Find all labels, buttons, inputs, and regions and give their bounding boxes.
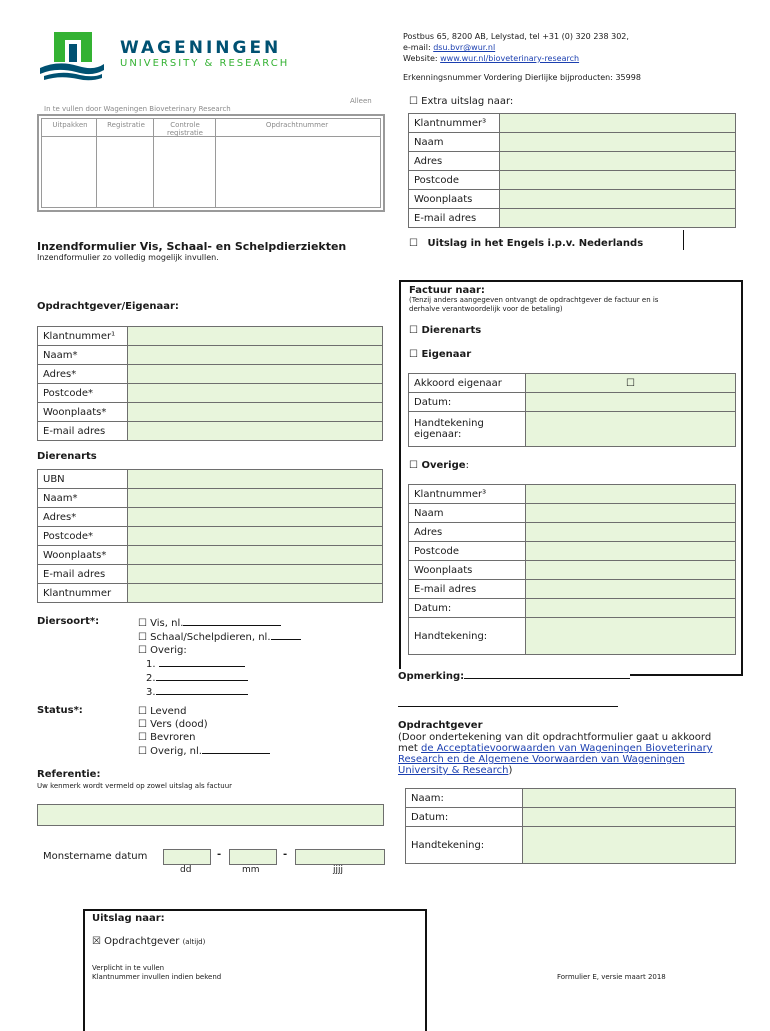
overige-postcode-field[interactable] <box>526 542 736 561</box>
dierenarts-row-label: E-mail adres <box>38 565 128 584</box>
akkoord-handtekening-field[interactable] <box>523 827 736 864</box>
overige-row-label: Woonplaats <box>409 561 526 580</box>
overige-row-label: Klantnummer³ <box>409 485 526 504</box>
wur-logo-mark <box>38 30 106 82</box>
overige-row-label: E-mail adres <box>409 580 526 599</box>
website-line: Website: www.wur.nl/bioveterinary-research <box>403 54 580 63</box>
dierenarts-heading: Dierenarts <box>37 451 97 462</box>
factuur-dierenarts-option[interactable]: ☐ Dierenarts <box>409 325 482 336</box>
extra-row-label: Adres <box>409 152 500 171</box>
col-controle-registratie: Controle registratie <box>167 121 203 137</box>
akkoord-heading: Opdrachtgever <box>398 720 483 731</box>
opdrachtgever-email-field[interactable] <box>128 422 383 441</box>
overige-row-label: Naam <box>409 504 526 523</box>
diersoort-vis-option[interactable]: ☐ Vis, nl. <box>138 616 301 630</box>
overige-klantnummer-field[interactable] <box>526 485 736 504</box>
extra-row-label: Klantnummer³ <box>409 114 500 133</box>
opdrachtgever-row-label: Klantnummer¹ <box>38 327 128 346</box>
eigenaar-table <box>408 373 736 447</box>
monstername-jjjj-field[interactable] <box>295 849 385 865</box>
extra-uitslag-checkbox[interactable]: ☐ Extra uitslag naar: <box>409 96 514 107</box>
monstername-mm-field[interactable] <box>229 849 277 865</box>
uitslag-opdrachtgever-option[interactable]: ☒ Opdrachtgever (altijd) <box>92 936 206 947</box>
dierenarts-woonplaats-field[interactable] <box>128 546 383 565</box>
eigenaar-row-label: Datum: <box>409 393 526 412</box>
akkoord-text: (Door ondertekening van dit opdrachtformulier gaat u akkoord met de Acceptatievoorwaarden van Wageningen Bioveterinary Research en de Algemene Voorwaarden van Wageningen University & Research) <box>398 732 713 776</box>
diersoort-overig-line-2[interactable]: 2. <box>138 671 301 685</box>
internal-title: In te vullen door Wageningen Bioveterinary Research <box>44 105 231 113</box>
akkoord-naam-field[interactable] <box>523 789 736 808</box>
akkoord-row-label: Datum: <box>406 808 523 827</box>
monstername-dd-field[interactable] <box>163 849 211 865</box>
referentie-note: Uw kenmerk wordt vermeld op zowel uitslag als factuur <box>37 782 233 790</box>
contact-block <box>403 31 641 83</box>
engels-option[interactable] <box>409 238 643 249</box>
dierenarts-row-label: UBN <box>38 470 128 489</box>
dierenarts-row-label: Naam* <box>38 489 128 508</box>
altijd-note: (altijd) <box>182 938 206 946</box>
diersoort-label: Diersoort*: <box>37 616 100 627</box>
eigenaar-row-label: Akkoord eigenaar <box>409 374 526 393</box>
divider <box>683 230 684 250</box>
overige-row-label: Handtekening: <box>409 618 526 655</box>
diersoort-schaal-option[interactable]: ☐ Schaal/Schelpdieren, nl. <box>138 630 301 644</box>
dierenarts-naam-field[interactable] <box>128 489 383 508</box>
mm-hint: mm <box>242 865 260 875</box>
overige-naam-field[interactable] <box>526 504 736 523</box>
engels-label: Uitslag in het Engels i.p.v. Nederlands <box>427 238 644 249</box>
form-subtitle: Inzendformulier zo volledig mogelijk invullen. <box>37 253 219 262</box>
website-link[interactable]: www.wur.nl/bioveterinary-research <box>440 54 580 63</box>
factuur-eigenaar-option[interactable]: ☐ Eigenaar <box>409 349 472 360</box>
status-levend-option[interactable]: ☐ Levend <box>138 706 187 717</box>
diersoort-overig-line-3[interactable]: 3. <box>138 685 301 699</box>
status-vers-option[interactable]: ☐ Vers (dood) <box>138 719 208 730</box>
factuur-title: Factuur naar: <box>409 285 485 296</box>
overige-datum-field[interactable] <box>526 599 736 618</box>
postal-address: Postbus 65, 8200 AB, Lelystad, tel +31 (0) 320 238 302, <box>403 32 629 41</box>
opdrachtgever-klantnummer-field[interactable] <box>128 327 383 346</box>
extra-row-label: Woonplaats <box>409 190 500 209</box>
opmerking-line[interactable] <box>398 669 630 682</box>
dierenarts-ubn-field[interactable] <box>128 470 383 489</box>
akkoord-datum-field[interactable] <box>523 808 736 827</box>
diersoort-overig-line-1[interactable]: 1. <box>138 657 301 671</box>
opdrachtgever-postcode-field[interactable] <box>128 384 383 403</box>
verplicht-note: Verplicht in te vullen Klantnummer invullen indien bekend <box>92 964 222 981</box>
eigenaar-datum-field[interactable] <box>526 393 736 412</box>
dierenarts-row-label: Klantnummer <box>38 584 128 603</box>
referentie-label: Referentie: <box>37 769 101 780</box>
extra-naam-field[interactable] <box>500 133 736 152</box>
opdrachtgever-woonplaats-field[interactable] <box>128 403 383 422</box>
form-title: Inzendformulier Vis, Schaal- en Schelpdierziekten <box>37 240 347 253</box>
diersoort-options <box>138 616 301 699</box>
extra-postcode-field[interactable] <box>500 171 736 190</box>
col-opdrachtnummer: Opdrachtnummer <box>265 121 329 129</box>
wur-logo <box>38 30 318 82</box>
status-options <box>138 705 270 758</box>
opdrachtgever-row-label: Woonplaats* <box>38 403 128 422</box>
date-separator: - <box>217 849 222 860</box>
form-version: Formulier E, versie maart 2018 <box>557 973 666 981</box>
alleen-label: Alleen <box>350 97 372 105</box>
overige-woonplaats-field[interactable] <box>526 561 736 580</box>
referentie-field[interactable] <box>37 804 384 826</box>
overige-adres-field[interactable] <box>526 523 736 542</box>
overige-row-label: Postcode <box>409 542 526 561</box>
extra-row-label: Postcode <box>409 171 500 190</box>
monstername-label: Monstername datum <box>43 851 148 862</box>
internal-use-table <box>37 114 385 212</box>
status-bevroren-option[interactable]: ☐ Bevroren <box>138 732 196 743</box>
status-label: Status*: <box>37 705 83 716</box>
dierenarts-email-field[interactable] <box>128 565 383 584</box>
eigenaar-handtekening-field[interactable] <box>526 412 736 447</box>
opdrachtgever-heading: Opdrachtgever/Eigenaar: <box>37 301 179 312</box>
engels-checkbox[interactable]: ☐ <box>409 238 418 249</box>
jjjj-hint: jjjj <box>333 865 344 875</box>
dierenarts-klantnummer-field[interactable] <box>128 584 383 603</box>
status-overig-option[interactable]: ☐ Overig, nl. <box>138 744 270 758</box>
overige-row-label: Adres <box>409 523 526 542</box>
factuur-note: (Tenzij anders aangegeven ontvangt de opdrachtgever de factuur en is derhalve verantwoordelijk voor de betaling) <box>409 296 659 313</box>
extra-uitslag-table <box>408 113 736 228</box>
akkoord-row-label: Naam: <box>406 789 523 808</box>
overige-email-field[interactable] <box>526 580 736 599</box>
opdrachtgever-table <box>37 326 383 441</box>
opmerking-line-2[interactable] <box>398 706 618 707</box>
opdrachtgever-adres-field[interactable] <box>128 365 383 384</box>
eigenaar-row-label: Handtekening eigenaar: <box>409 412 526 447</box>
extra-row-label: E-mail adres <box>409 209 500 228</box>
erkenningsnummer: Erkenningsnummer Vordering Dierlijke bijproducten: 35998 <box>403 73 641 82</box>
col-uitpakken: Uitpakken <box>52 121 88 129</box>
akkoord-eigenaar-checkbox[interactable]: ☐ <box>526 374 736 393</box>
dierenarts-row-label: Postcode* <box>38 527 128 546</box>
extra-klantnummer-field[interactable] <box>500 114 736 133</box>
opdrachtgever-row-label: E-mail adres <box>38 422 128 441</box>
dierenarts-table <box>37 469 383 603</box>
dierenarts-adres-field[interactable] <box>128 508 383 527</box>
email-link[interactable]: dsu.bvr@wur.nl <box>433 43 496 52</box>
opdrachtgever-row-label: Postcode* <box>38 384 128 403</box>
col-registratie: Registratie <box>107 121 145 129</box>
factuur-overige-option[interactable]: ☐ Overige: <box>409 460 469 471</box>
logo-wordmark: WAGENINGEN <box>120 38 282 58</box>
email-line: e-mail: dsu.bvr@wur.nl <box>403 43 496 52</box>
uitslag-title: Uitslag naar: <box>92 913 165 924</box>
dierenarts-row-label: Woonplaats* <box>38 546 128 565</box>
extra-email-field[interactable] <box>500 209 736 228</box>
dd-hint: dd <box>180 865 192 875</box>
overige-row-label: Datum: <box>409 599 526 618</box>
akkoord-table <box>405 788 736 864</box>
dierenarts-postcode-field[interactable] <box>128 527 383 546</box>
opmerking-label: Opmerking: <box>398 671 465 682</box>
date-separator: - <box>283 849 288 860</box>
akkoord-row-label: Handtekening: <box>406 827 523 864</box>
opdrachtgever-row-label: Adres* <box>38 365 128 384</box>
opdrachtgever-naam-field[interactable] <box>128 346 383 365</box>
extra-row-label: Naam <box>409 133 500 152</box>
diersoort-overig-option[interactable]: ☐ Overig: <box>138 645 187 656</box>
extra-adres-field[interactable] <box>500 152 736 171</box>
dierenarts-row-label: Adres* <box>38 508 128 527</box>
logo-subline: UNIVERSITY & RESEARCH <box>120 58 290 69</box>
opdrachtgever-row-label: Naam* <box>38 346 128 365</box>
overige-table <box>408 484 736 655</box>
overige-handtekening-field[interactable] <box>526 618 736 655</box>
extra-woonplaats-field[interactable] <box>500 190 736 209</box>
voorwaarden-link[interactable]: de Acceptatievoorwaarden van Wageningen Bioveterinary Research en de Algemene Voorwaarden van Wageningen University & Research <box>398 743 713 776</box>
